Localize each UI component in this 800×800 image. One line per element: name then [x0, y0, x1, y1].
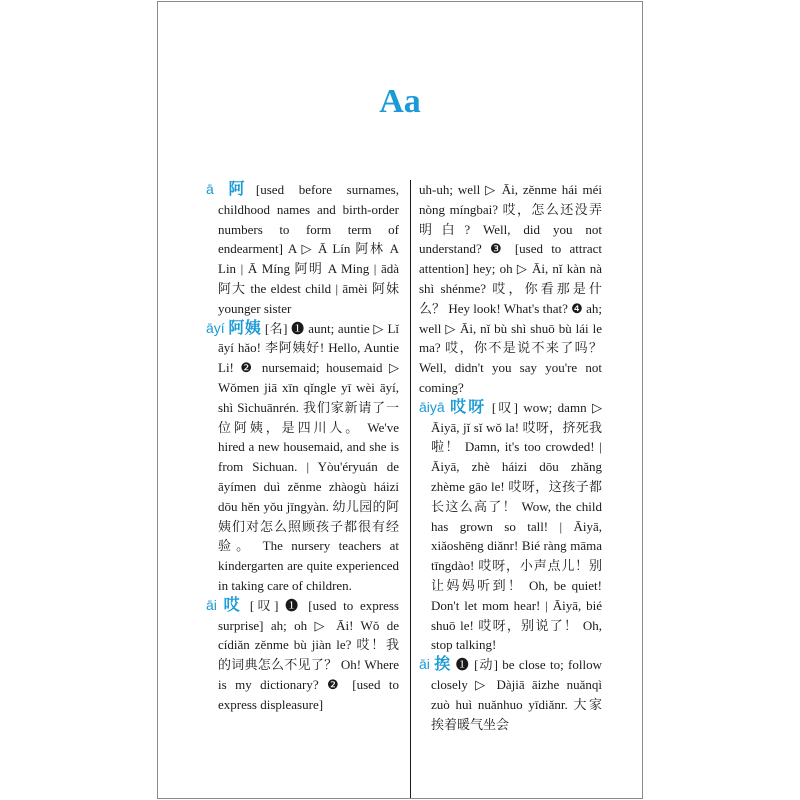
headword-pinyin: ā — [206, 181, 214, 197]
headword-hanzi: 哎 — [223, 596, 244, 614]
entry-aiya — [419, 398, 602, 655]
dictionary-page — [157, 1, 643, 799]
headword-pinyin: āi — [419, 656, 430, 673]
headword-hanzi: 哎呀 — [450, 398, 487, 416]
column-divider — [410, 180, 411, 799]
entry-ayi — [206, 319, 399, 596]
headword-hanzi: 阿姨 — [228, 319, 262, 337]
entry-body: uh-uh; well ▷ Āi, zěnme hái méi nòng míngbai? 哎，怎么还没弄明白? Well, did you not understand? ❸ [used to attract attention] hey; oh ▷ Āi, nǐ kàn nà shì shénme? 哎，你看那是什么？ Hey look! What's that? ❹ ah; well ▷ Āi, nǐ bù shì shuō bù lái le ma? 哎，你不是说不来了吗？ Well, didn't you say you're not coming? — [419, 182, 602, 395]
headword-hanzi: 挨 — [434, 656, 452, 674]
entry-body: [名] ❶ aunt; auntie ▷ Lǐ āyí hǎo! 李阿姨好! Hello, Auntie Li! ❷ nursemaid; housemaid ▷ Wǒmen jiā xīn qǐngle yī wèi āyí, shì Sìchuānrén. 我们家新请了一位阿姨，是四川人。 We've hired a new housemaid, and she is from Sichuan. | Yòu'éryuán de āyímen duì zěnme zhàogù háizi dōu hěn yǒu jīngyàn. 幼儿园的阿姨们对怎么照顾孩子都很有经验。 The nursery teachers at kindergarten are quite experienced in taking care of children. — [218, 320, 399, 593]
entry-body: [叹] ❶ [used to express surprise] ah; oh ▷ Āi! Wǒ de cídiǎn zěnme bù jiàn le? 哎！我的词典怎么不见了？ Oh! Where is my dictionary? ❷ [used to express displeasure] — [218, 597, 399, 712]
headword-hanzi: 阿 — [228, 181, 256, 198]
right-column — [419, 180, 602, 734]
entry-body: [used before surnames, childhood names and birth-order numbers to form term of endearment] A ▷ Ā Lín 阿林 A Lin | Ā Míng 阿明 A Ming | ādà 阿大 the eldest child | āmèi 阿妹 younger sister — [218, 182, 399, 316]
headword-pinyin: āiyā — [419, 398, 445, 415]
entry-body: [叹] wow; damn ▷ Āiyā, jǐ sǐ wǒ la! 哎呀，挤死我啦！ Damn, it's too crowded! | Āiyā, zhè háizi dōu zhǎng zhème gāo le! 哎呀，这孩子都长这么高了！ Wow, the child has grown so tall! | Āiyā, xiǎoshēng diǎnr! Bié ràng māma tīngdào! 哎呀，小声点儿！别让妈妈听到！ Oh, be quiet! Don't let mom hear! | Āiyā, bié shuō le! 哎呀，别说了！ Oh, stop talking! — [431, 399, 602, 653]
left-column — [206, 180, 399, 715]
entry-ai-continued — [419, 180, 602, 398]
entry-ai-verb — [419, 655, 602, 734]
entry-body: ❶ [动] be close to; follow closely ▷ Dàjiā āizhe nuǎnqì zuò huì nuǎnhuo yīdiǎnr. 大家挨着暖气坐会 — [431, 657, 602, 732]
headword-pinyin: āyí — [206, 319, 225, 336]
page-title: Aa — [379, 83, 421, 120]
headword-pinyin: āi — [206, 596, 217, 613]
entry-ai-interjection — [206, 596, 399, 715]
entry-a — [206, 180, 399, 319]
